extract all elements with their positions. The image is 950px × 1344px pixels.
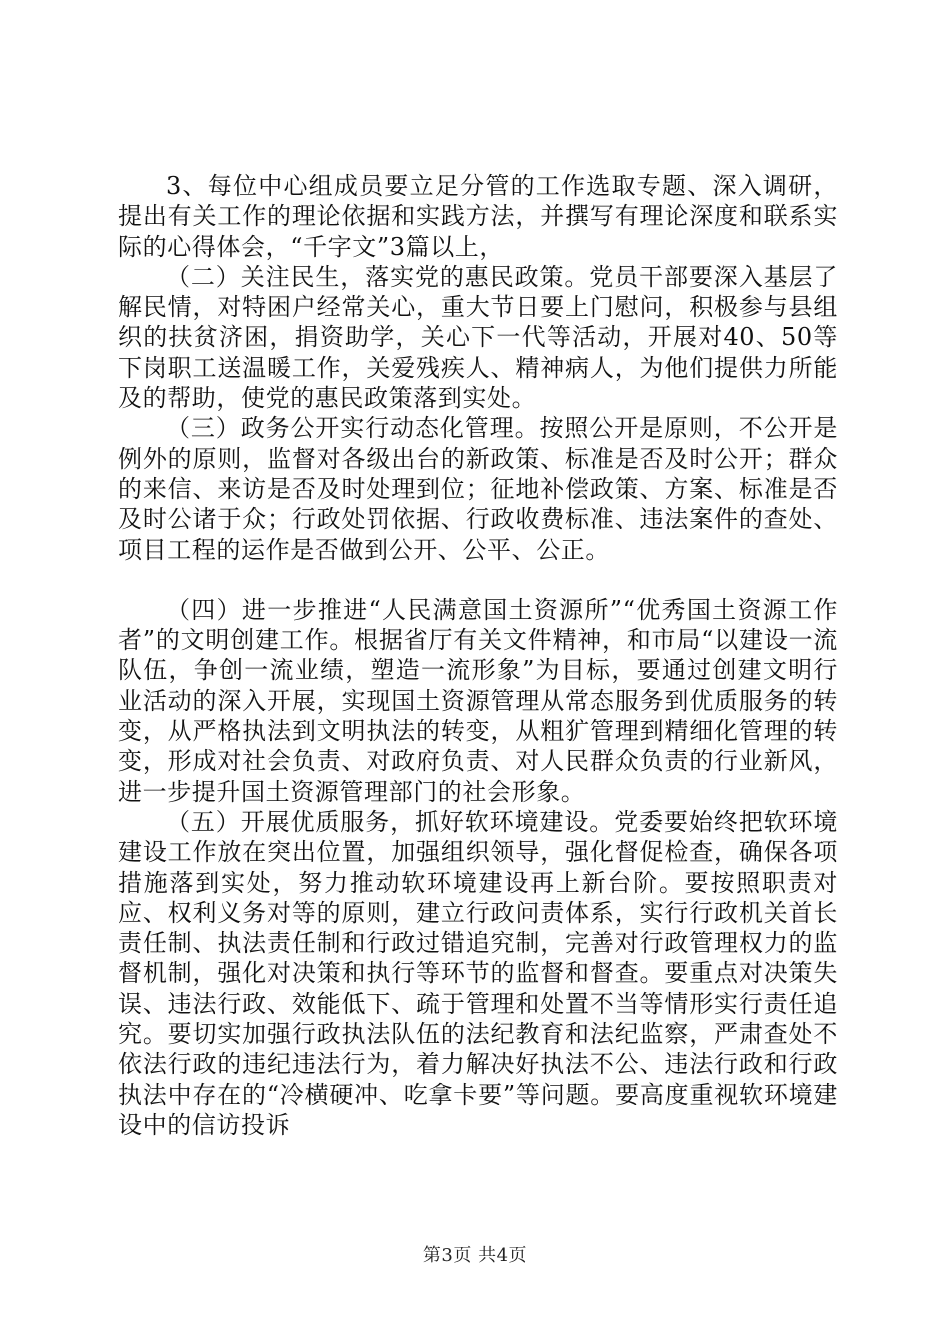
page-number-footer: 第3页 共4页 <box>422 1245 528 1266</box>
paragraph-5: （五）开展优质服务，抓好软环境建设。党委要始终把软环境建设工作放在突出位置，加强组织领导，强化督促检查，确保各项措施落到实处，努力推动软环境建设再上新台阶。要按照职责对应、权利义务对等的原则，建立行政问责体系，实行行政机关首长责任制、执法责任制和行政过错追究制，完善对行政管理权力的监督机制，强化对决策和执行等环节的监督和督查。要重点对决策失误、违法行政、效能低下、疏于管理和处置不当等情形实行责任追究。要切实加强行政执法队伍的法纪教育和法纪监察，严肃查处不依法行政的违纪违法行为，着力解决好执法不公、违法行政和行政执法中存在的“冷横硬冲、吃拿卡要”等问题。要高度重视软环境建设中的信访投诉 <box>118 807 838 1139</box>
document-body <box>118 171 838 1140</box>
paragraph-4: （四）进一步推进“人民满意国土资源所”“优秀国土资源工作者”的文明创建工作。根据省厅有关文件精神，和市局“以建设一流队伍，争创一流业绩，塑造一流形象”为目标，要通过创建文明行业活动的深入开展，实现国土资源管理从常态服务到优质服务的转变，从严格执法到文明执法的转变，从粗犷管理到精细化管理的转变，形成对社会负责、对政府负责、对人民群众负责的行业新风，进一步提升国土资源管理部门的社会形象。 <box>118 595 838 806</box>
paragraph-2: （二）关注民生，落实党的惠民政策。党员干部要深入基层了解民情，对特困户经常关心，重大节日要上门慰问，积极参与县组织的扶贫济困，捐资助学，关心下一代等活动，开展对40、50等下岗职工送温暖工作，关爱残疾人、精神病人，为他们提供力所能及的帮助，使党的惠民政策落到实处。 <box>118 262 838 413</box>
paragraph-1: 3、每位中心组成员要立足分管的工作选取专题、深入调研，提出有关工作的理论依据和实践方法，并撰写有理论深度和联系实际的心得体会，“千字文”3篇以上， <box>118 172 838 261</box>
paragraph-3: （三）政务公开实行动态化管理。按照公开是原则，不公开是例外的原则，监督对各级出台的新政策、标准是否及时公开；群众的来信、来访是否及时处理到位；征地补偿政策、方案、标准是否及时公诸于众；行政处罚依据、行政收费标准、违法案件的查处、项目工程的运作是否做到公开、公平、公正。 <box>118 414 838 564</box>
